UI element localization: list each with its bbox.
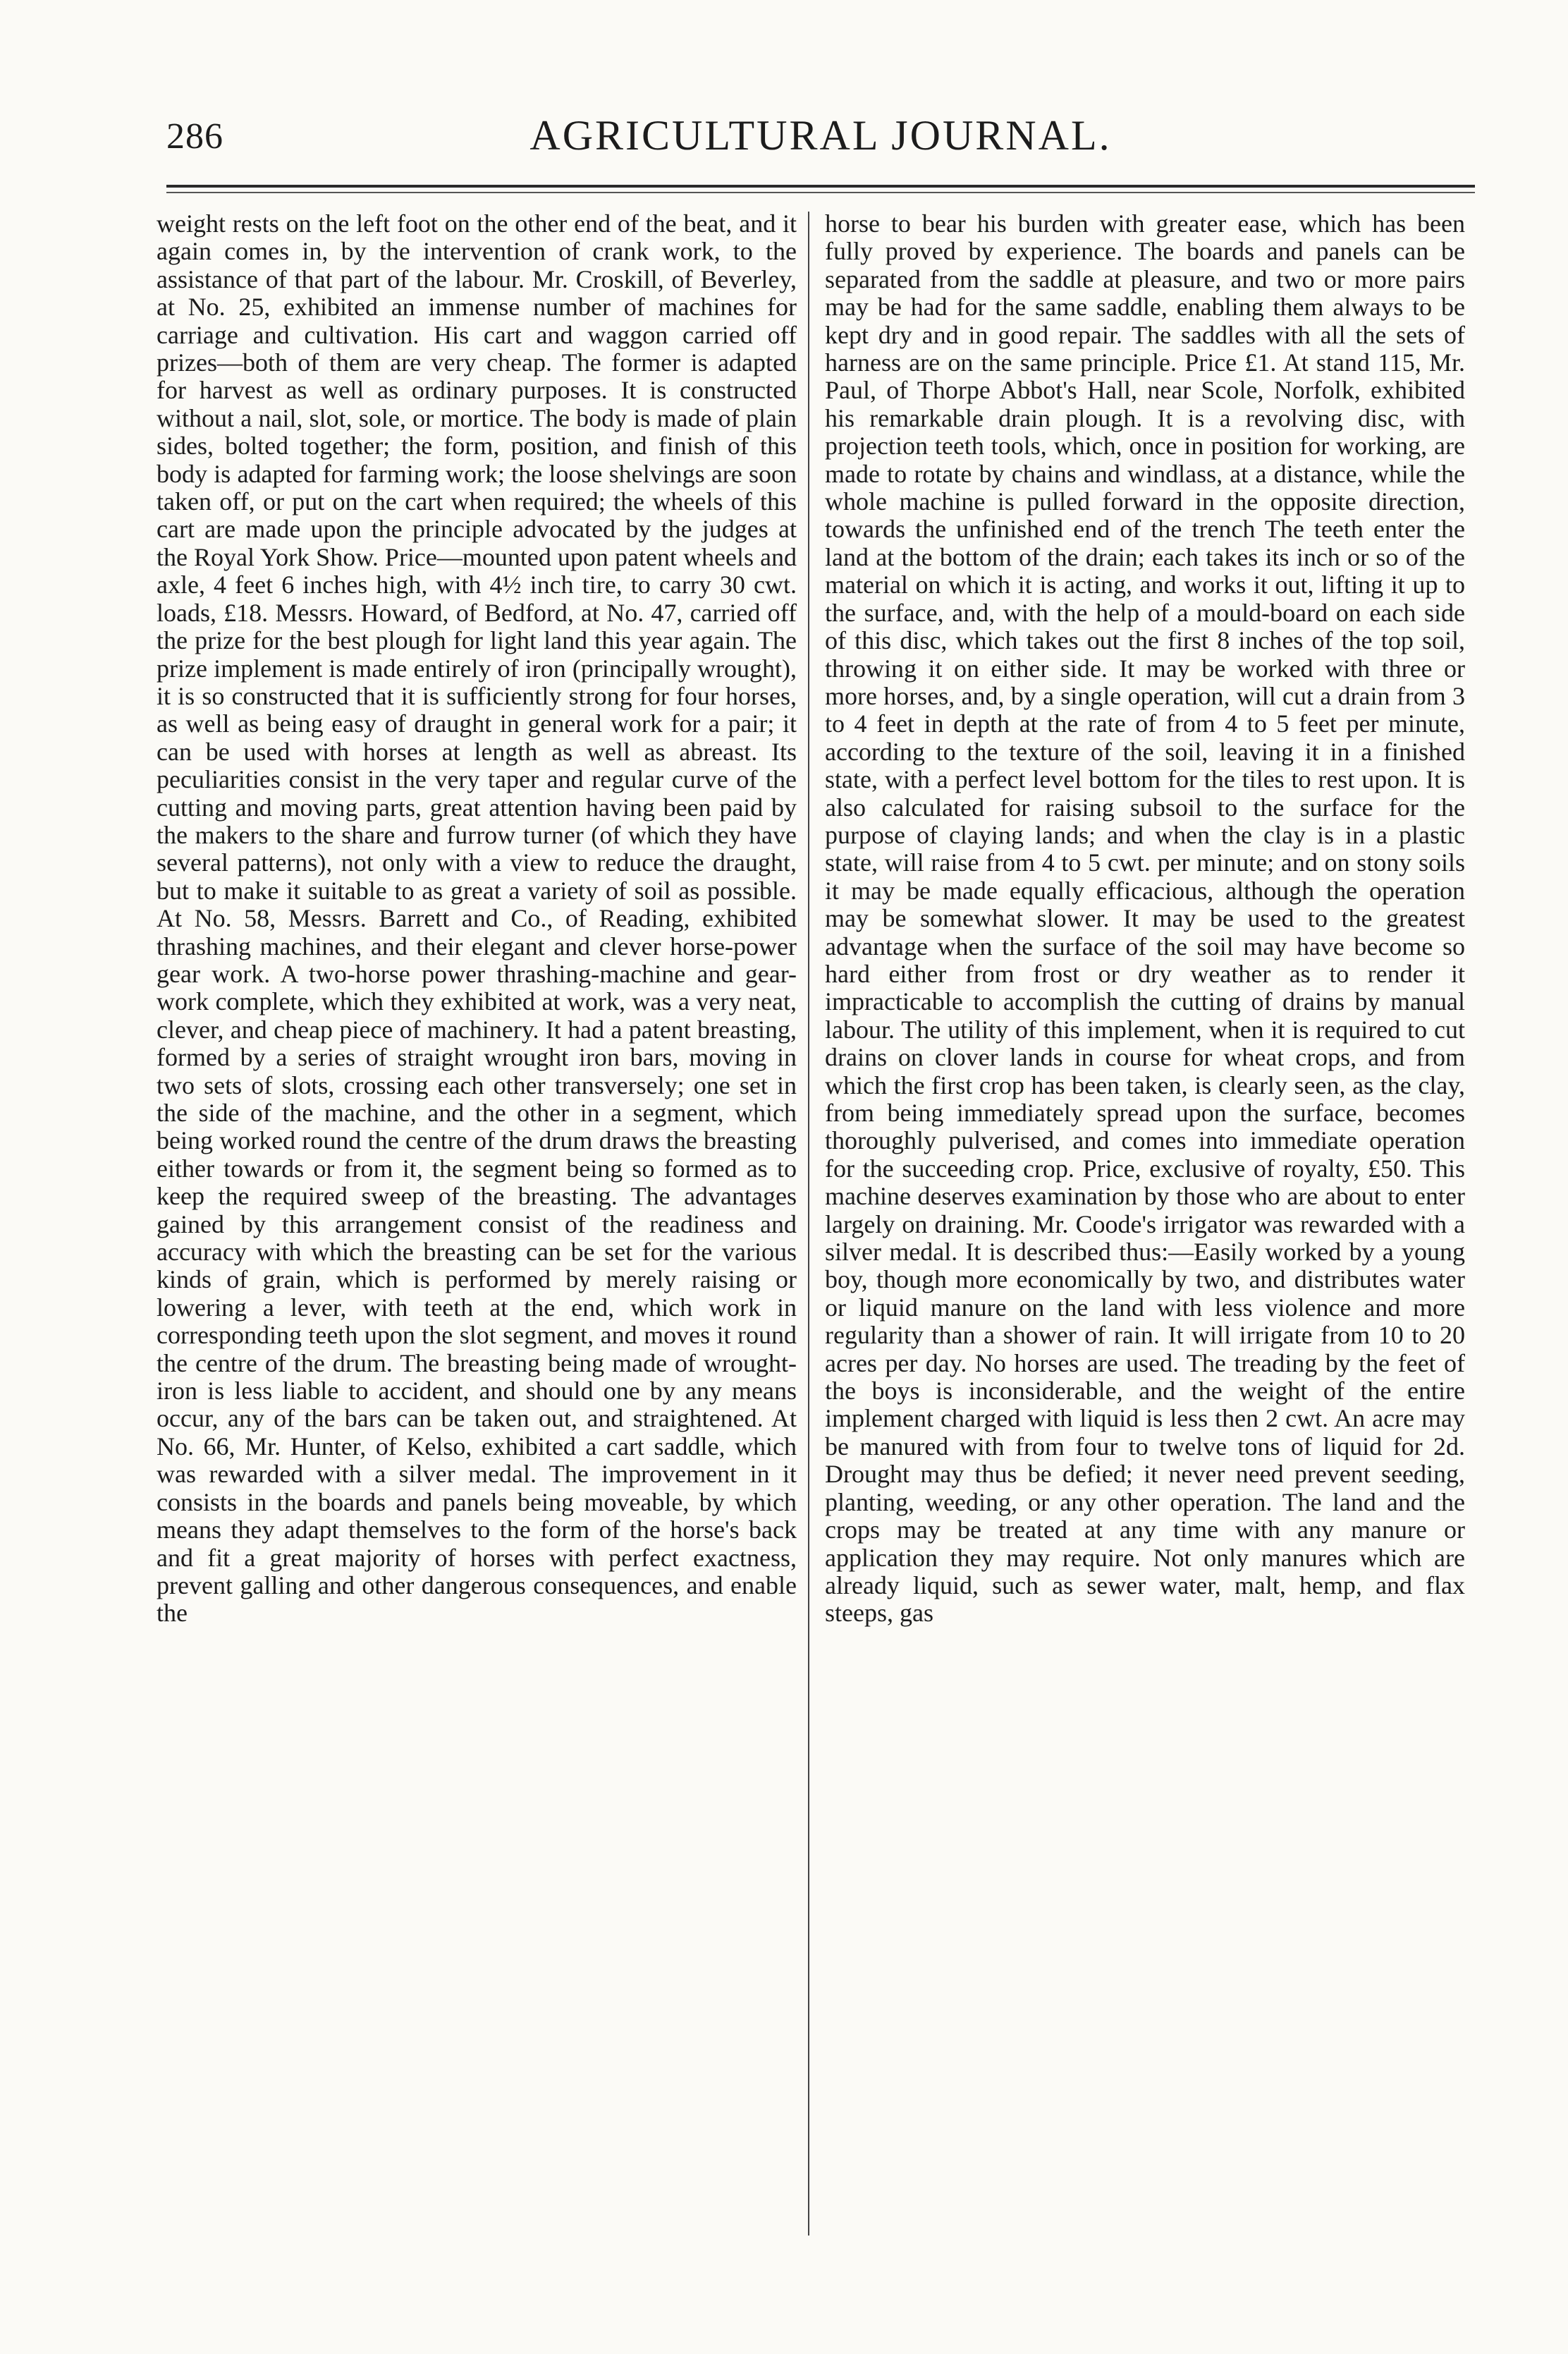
page-header xyxy=(166,106,1475,169)
left-column-text: weight rests on the left foot on the other end of the beat, and it again comes in, by the intervention of crank work, to the assistance of that part of the labour. Mr. Croskill, of Beverley, at No. 25, exhibited an immense number of machines for carriage and cultivation. His cart and waggon carried off prizes—both of them are very cheap. The former is adapted for harvest as well as ordinary purposes. It is constructed without a nail, slot, sole, or mortice. The body is made of plain sides, bolted together; the form, position, and finish of this body is adapted for farming work; the loose shelvings are soon taken off, or put on the cart when required; the wheels of this cart are made upon the principle advocated by the judges at the Royal York Show. Price—mounted upon patent wheels and axle, 4 feet 6 inches high, with 4½ inch tire, to carry 30 cwt. loads, £18. Messrs. Howard, of Bedford, at No. 47, carried off the prize for the best plough for light land this year again. The prize implement is made entirely of iron (principally wrought), it is so constructed that it is sufficiently strong for four horses, as well as being easy of draught in general work for a pair; it can be used with horses at length as well as abreast. Its peculiarities consist in the very taper and regular curve of the cutting and moving parts, great attention having been paid by the makers to the share and furrow turner (of which they have several patterns), not only with a view to reduce the draught, but to make it suitable to as great a variety of soil as possible. At No. 58, Messrs. Barrett and Co., of Reading, exhibited thrashing machines, and their elegant and clever horse-power gear work. A two-horse power thrashing-machine and gear-work complete, which they exhibited at work, was a very neat, clever, and cheap piece of machinery. It had a patent breasting, formed by a series of straight wrought iron bars, moving in two sets of slots, crossing each other transversely; one set in the side of the machine, and the other in a segment, which being worked round the centre of the drum draws the breasting either towards or from it, the segment being so formed as to keep the required sweep of the breasting. The advantages gained by this arrangement consist of the readiness and accuracy with which the breasting can be set for the various kinds of grain, which is performed by merely raising or lowering a lever, with teeth at the end, which work in corresponding teeth upon the slot segment, and moves it round the centre of the drum. The breasting being made of wrought-iron is less liable to accident, and should one by any means occur, any of the bars can be taken out, and straightened. At No. 66, Mr. Hunter, of Kelso, exhibited a cart saddle, which was rewarded with a silver medal. The improvement in it consists in the boards and panels being moveable, by which means they adapt themselves to the form of the horse's back and fit a great majority of horses with perfect exactness, prevent galling and other dangerous consequences, and enable the xyxy=(157,210,797,1628)
column-divider xyxy=(808,212,809,2236)
running-title: AGRICULTURAL JOURNAL. xyxy=(529,112,1112,159)
page-number: 286 xyxy=(166,116,223,157)
left-column xyxy=(157,210,797,2241)
header-rule-thick xyxy=(166,185,1475,188)
right-column-text: horse to bear his burden with greater ease, which has been fully proved by experience. The boards and panels can be separated from the saddle at pleasure, and two or more pairs may be had for the same saddle, enabling them always to be kept dry and in good repair. The saddles with all the sets of harness are on the same principle. Price £1. At stand 115, Mr. Paul, of Thorpe Abbot's Hall, near Scole, Norfolk, exhibited his remarkable drain plough. It is a revolving disc, with projection teeth tools, which, once in position for working, are made to rotate by chains and windlass, at a distance, while the whole machine is pulled forward in the opposite direction, towards the unfinished end of the trench The teeth enter the land at the bottom of the drain; each takes its inch or so of the material on which it is acting, and works it out, lifting it up to the surface, and, with the help of a mould-board on each side of this disc, which takes out the first 8 inches of the top soil, throwing it on either side. It may be worked with three or more horses, and, by a single operation, will cut a drain from 3 to 4 feet in depth at the rate of from 4 to 5 feet per minute, according to the texture of the soil, leaving it in a finished state, with a perfect level bottom for the tiles to rest upon. It is also calculated for raising subsoil to the surface for the purpose of claying lands; and when the clay is in a plastic state, will raise from 4 to 5 cwt. per minute; and on stony soils it may be made equally efficacious, although the operation may be somewhat slower. It may be used to the greatest advantage when the surface of the soil may have become so hard either from frost or dry weather as to render it impracticable to accomplish the cutting of drains by manual labour. The utility of this implement, when it is required to cut drains on clover lands in course for wheat crops, and from which the first crop has been taken, is clearly seen, as the clay, from being immediately spread upon the surface, becomes thoroughly pulverised, and comes into immediate operation for the succeeding crop. Price, exclusive of royalty, £50. This machine deserves examination by those who are about to enter largely on draining. Mr. Coode's irrigator was rewarded with a silver medal. It is described thus:—Easily worked by a young boy, though more economically by two, and distributes water or liquid manure on the land with less violence and more regularity than a shower of rain. It will irrigate from 10 to 20 acres per day. No horses are used. The treading by the feet of the boys is inconsiderable, and the weight of the entire implement charged with liquid is less then 2 cwt. An acre may be manured with from four to twelve tons of liquid for 2d. Drought may thus be defied; it never need prevent seeding, planting, weeding, or any other operation. The land and the crops may be treated at any time with any manure or application they may require. Not only manures which are already liquid, such as sewer water, malt, hemp, and flax steeps, gas xyxy=(825,210,1465,1628)
right-column xyxy=(825,210,1465,2241)
header-rule-thin xyxy=(166,192,1475,193)
